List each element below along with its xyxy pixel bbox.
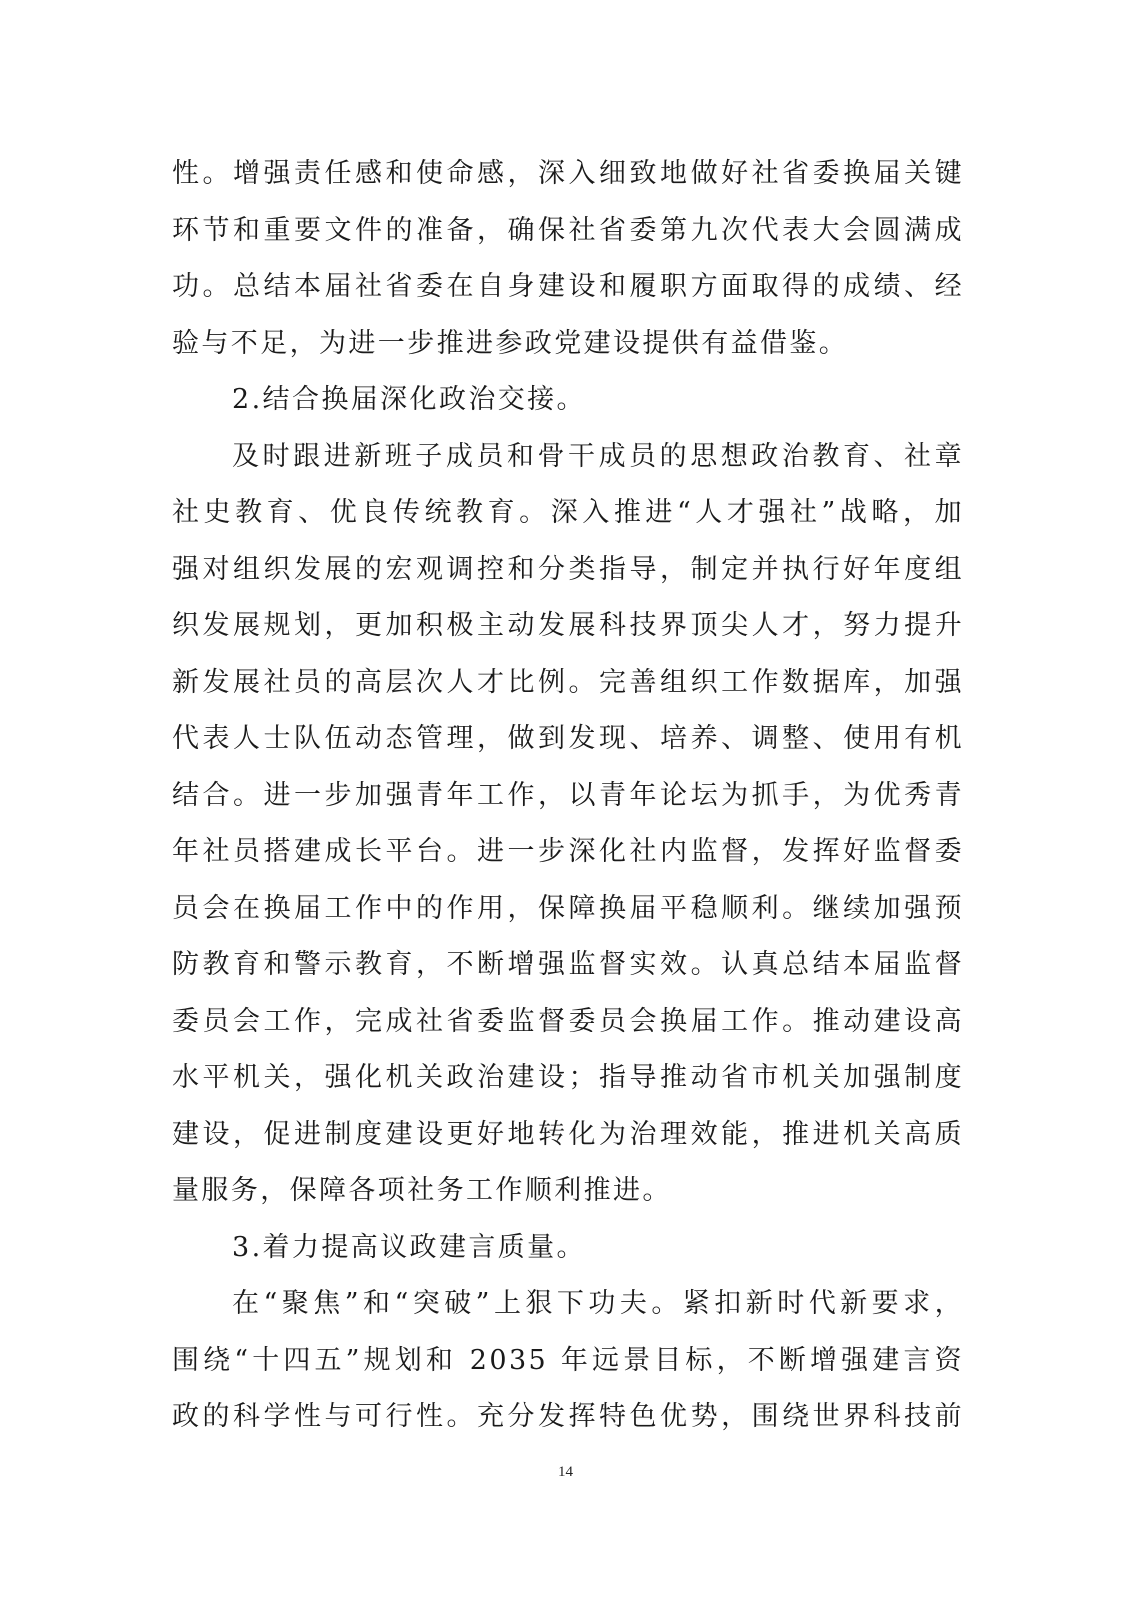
text-line: 围绕“十四五”规划和 2035 年远景目标，不断增强建言资 [172,1344,964,1376]
text-line: 结合。进一步加强青年工作，以青年论坛为抓手，为优秀青 [172,779,964,811]
text-line: 建设，促进制度建设更好地转化为治理效能，推进机关高质 [172,1118,964,1150]
section-heading: 2.结合换届深化政治交接。 [232,384,586,415]
text-line: 水平机关，强化机关政治建设；指导推动省市机关加强制度 [172,1062,964,1093]
text-line: 及时跟进新班子成员和骨干成员的思想政治教育、社章 [232,440,964,472]
text-line: 政的科学性与可行性。充分发挥特色优势，围绕世界科技前 [172,1401,964,1432]
text-line: 员会在换届工作中的作用，保障换届平稳顺利。继续加强预 [172,892,964,924]
text-line: 委员会工作，完成社省委监督委员会换届工作。推动建设高 [172,1005,964,1037]
text-line: 防教育和警示教育，不断增强监督实效。认真总结本届监督 [172,949,964,980]
text-line: 强对组织发展的宏观调控和分类指导，制定并执行好年度组 [172,553,964,585]
text-line: 新发展社员的高层次人才比例。完善组织工作数据库，加强 [172,666,964,698]
body-text [172,146,964,1446]
text-line: 验与不足，为进一步推进参政党建设提供有益借鉴。 [172,327,849,359]
text-line: 年社员搭建成长平台。进一步深化社内监督，发挥好监督委 [172,836,964,867]
text-line: 性。增强责任感和使命感，深入细致地做好社省委换届关键 [172,158,964,189]
section-heading: 3.着力提高议政建言质量。 [232,1231,586,1263]
text-line: 功。总结本届社省委在自身建设和履职方面取得的成绩、经 [172,271,964,302]
text-line: 量服务，保障各项社务工作顺利推进。 [172,1175,672,1206]
text-line: 在“聚焦”和“突破”上狠下功夫。紧扣新时代新要求， [232,1288,964,1319]
text-line: 环节和重要文件的准备，确保社省委第九次代表大会圆满成 [172,214,964,246]
text-line: 社史教育、优良传统教育。深入推进“人才强社”战略，加 [172,497,964,528]
text-line: 代表人士队伍动态管理，做到发现、培养、调整、使用有机 [172,723,964,754]
page-number: 14 [558,1464,573,1480]
text-line: 织发展规划，更加积极主动发展科技界顶尖人才，努力提升 [172,610,964,641]
